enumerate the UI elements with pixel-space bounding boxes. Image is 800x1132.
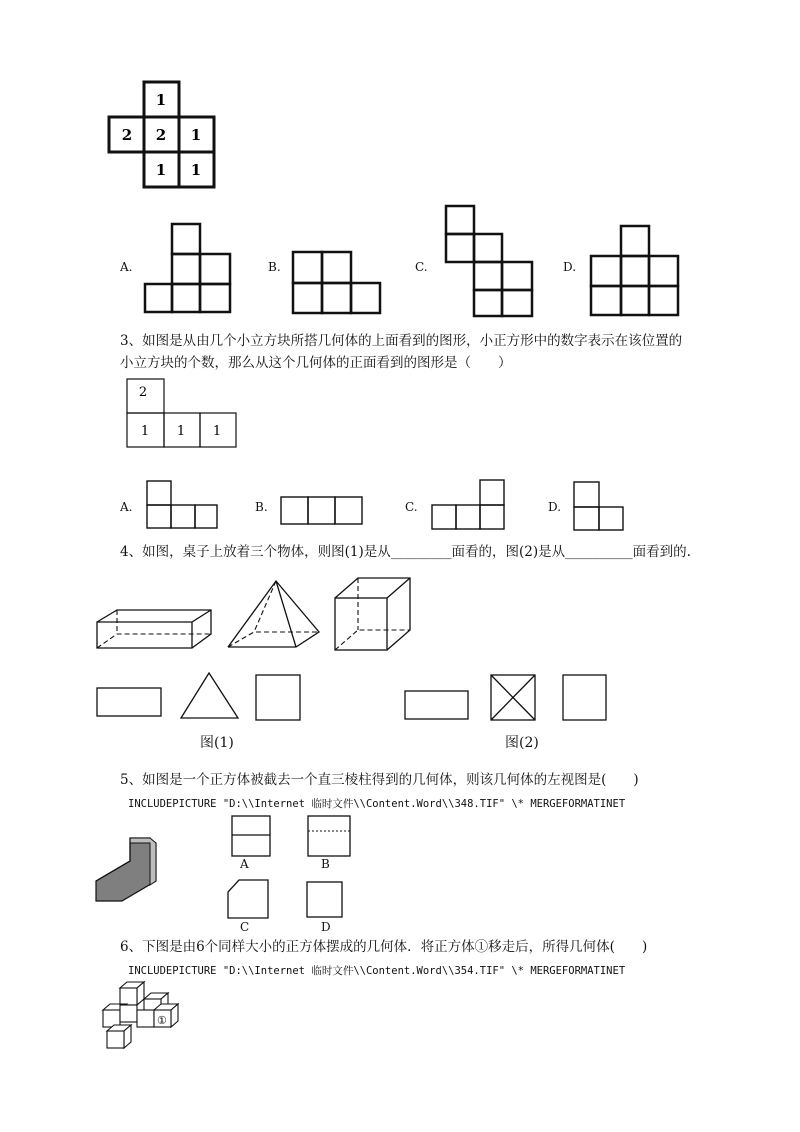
option-label-d: D. — [563, 260, 577, 274]
figure-1-views — [92, 670, 312, 730]
figure-2-caption: 图(2) — [505, 735, 539, 751]
option-label-a: A. — [120, 500, 133, 514]
q5-option-b — [304, 812, 354, 860]
option-figure-b — [288, 246, 388, 318]
question-4-text: 4、如图，桌子上放着三个物体，则图(1)是从_________面看的，图(2)是从__________面看到的. — [120, 544, 691, 560]
question-3-line1: 3、如图是从由几个小立方块所搭几何体的上面看到的图形，小正方形中的数字表示在该位置的 — [120, 333, 683, 349]
cube-label: ① — [157, 1014, 167, 1027]
figure-1-caption: 图(1) — [200, 735, 234, 751]
option-figure-d — [585, 220, 685, 320]
question-6-text: 6、下图是由6个同样大小的正方体摆成的几何体．将正方体①移走后，所得几何体( ) — [120, 939, 648, 955]
grid-cell: 1 — [155, 161, 167, 179]
option-label-c: C — [240, 920, 250, 934]
q5-option-a — [228, 812, 276, 860]
grid-cell: 1 — [155, 91, 167, 109]
grid-cell: 1 — [190, 161, 202, 179]
option-label-c: C. — [405, 500, 418, 514]
cut-cube-3d — [92, 835, 164, 905]
q3-option-figure-a — [143, 478, 223, 533]
option-label-b: B. — [255, 500, 268, 514]
option-label-b: B — [321, 857, 330, 871]
option-label-a: A. — [120, 260, 133, 274]
option-figure-c — [440, 200, 540, 320]
figure-2-views — [400, 670, 615, 728]
q3-option-figure-c — [428, 477, 510, 533]
option-label-a: A — [240, 857, 249, 871]
q3-top-view-grid — [125, 377, 240, 452]
question-5-text: 5、如图是一个正方体被截去一个直三棱柱得到的几何体，则该几何体的左视图是( ) — [120, 772, 639, 788]
six-cubes-3d — [97, 980, 189, 1052]
option-label-b: B. — [268, 260, 281, 274]
option-figure-a — [140, 218, 240, 318]
grid-cell: 1 — [212, 424, 222, 439]
cube-3d — [330, 574, 416, 654]
option-label-d: D — [321, 920, 331, 934]
rectangular-box-3d — [92, 605, 217, 655]
q3-option-figure-b — [278, 494, 368, 529]
q5-option-c — [222, 876, 272, 922]
include-field-code: INCLUDEPICTURE "D:\\Internet 临时文件\\Content.Word\\348.TIF" \* MERGEFORMATINET — [128, 798, 626, 810]
grid-cell: 1 — [176, 424, 186, 439]
grid-cell: 1 — [190, 126, 202, 144]
grid-cell: 1 — [140, 424, 150, 439]
include-field-code: INCLUDEPICTURE "D:\\Internet 临时文件\\Content.Word\\354.TIF" \* MERGEFORMATINET — [128, 965, 626, 977]
grid-cell: 2 — [121, 126, 133, 144]
top-view-grid — [105, 75, 220, 190]
q5-option-d — [303, 878, 345, 920]
pyramid-3d — [224, 575, 324, 653]
question-3-line2: 小立方块的个数，那么从这个几何体的正面看到的图形是（ ） — [120, 355, 512, 371]
option-label-c: C. — [415, 260, 428, 274]
option-label-d: D. — [548, 500, 562, 514]
grid-cell: 2 — [138, 385, 148, 400]
q3-option-figure-d — [570, 479, 630, 534]
grid-cell: 2 — [155, 126, 167, 144]
